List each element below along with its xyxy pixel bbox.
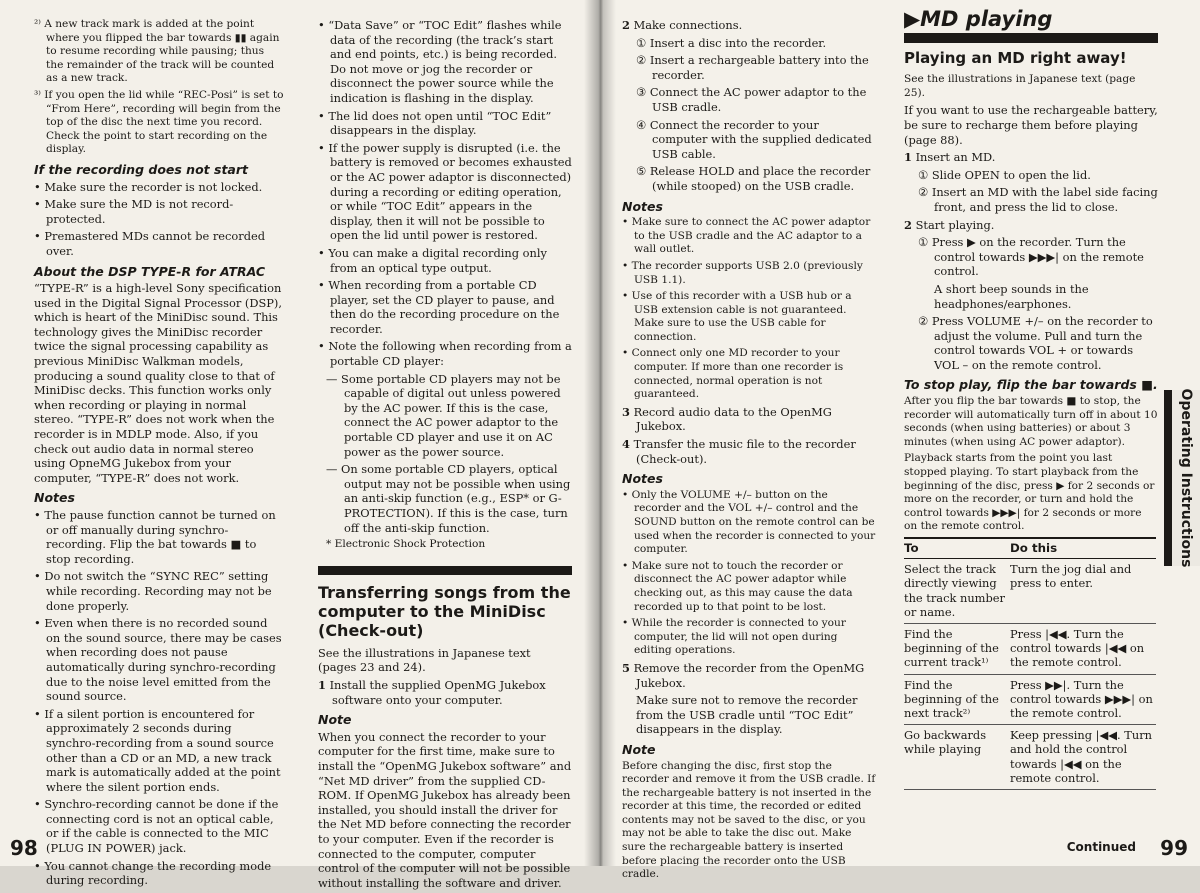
list-item: • The lid does not open until “TOC Edit” disappears in the display.	[318, 108, 552, 138]
list-item: ② Insert an MD with the label side facing front, and press the lid to close.	[918, 185, 1158, 214]
list-item: ② Insert a rechargeable battery into the recorder.	[636, 53, 869, 82]
list-item: • You can make a digital recording only from an optical type output.	[318, 245, 547, 275]
list-item: • Connect only one MD recorder to your computer. If more than one recorder is connected, normal operation is not guaranteed.	[622, 347, 844, 401]
left-col-2	[318, 18, 572, 893]
side-tab	[1164, 390, 1200, 566]
table-row: Select the track directly viewing the track number or name. Turn the jog dial and press to enter.	[904, 559, 1156, 624]
footnote-esp: * Electronic Shock Protection	[326, 538, 486, 551]
see-illustrations: See the illustrations in Japanese text (pages 23 and 24).	[318, 645, 531, 675]
table-row: Go backwards while playing Keep pressing |◀◀. Turn and hold the control towards |◀◀ on the remote control.	[904, 725, 1156, 790]
table-header: Do this	[1010, 538, 1156, 559]
list-item: ① Slide OPEN to open the lid.	[918, 167, 1091, 182]
step-5-extra: Make sure not to remove the recorder from the USB cradle until “TOC Edit” disappears in the display.	[636, 693, 858, 737]
list-item: • While the recorder is connected to your computer, the lid will not open during editing operations.	[622, 617, 846, 657]
table-header: To	[904, 538, 1010, 559]
list-item: • Do not switch the “SYNC REC” setting while recording. Recording may not be done properly.	[34, 569, 272, 613]
heading-notes-2: Notes	[622, 471, 663, 487]
list-item: ④ Connect the recorder to your computer with the supplied dedicated USB cable.	[636, 117, 872, 161]
page-number-left: 98	[10, 836, 38, 860]
right-page	[600, 0, 1200, 881]
list-item: ⑤ Release HOLD and place the recorder (while stooped) on the USB cradle.	[636, 164, 871, 193]
table-row: Find the beginning of the current track¹⁾ Press |◀◀. Turn the control towards |◀◀ on the remote control.	[904, 624, 1156, 675]
step-2: 2 Make connections.	[622, 18, 743, 32]
left-page	[0, 0, 600, 890]
md-playing-title: ▶MD playing	[904, 7, 1053, 31]
step-3: 3 Record audio data to the OpenMG Jukebox.	[622, 404, 832, 434]
step-5: 5 Remove the recorder from the OpenMG Jukebox.	[622, 660, 865, 690]
step-4: 4 Transfer the music file to the recorder (Check-out).	[622, 437, 856, 466]
list-item: ① Insert a disc into the recorder.	[636, 35, 827, 50]
heading-not-start: If the recording does not start	[34, 161, 248, 177]
list-item: • If the power supply is disrupted (i.e. the battery is removed or becomes exhausted or the AC power adaptor is disconnected) during a recording or editing operation, or while “TOC Edit” appears in the display, then it will not be possible to open the lid until power is restored.	[318, 140, 572, 243]
book-gutter	[584, 0, 616, 866]
heading-notes: Notes	[622, 198, 663, 214]
step-2: 2 Start playing.	[904, 217, 995, 232]
continued-label: Continued	[1066, 840, 1136, 854]
list-item: • “Data Save” or “TOC Edit” flashes while data of the recording (the track’s start and end points, etc.) is being recorded. Do not move or jog the recorder or disconnect the power source while the indication is flashing in the display.	[318, 18, 562, 105]
list-item: • Only the VOLUME +/– button on the recorder and the VOL +/– control and the SOUND button on the remote control can be used when the recorder is connected to your computer.	[622, 488, 876, 556]
list-item: • The pause function cannot be turned on or off manually during synchro-recording. Flip the bat towards ■ to stop recording.	[34, 508, 276, 566]
left-col-1	[34, 18, 284, 891]
list-item: • When recording from a portable CD player, set the CD player to pause, and then do the recording procedure on the recorder.	[318, 278, 560, 336]
table-row: Find the beginning of the next track²⁾ Press ▶▶|. Turn the control towards ▶▶▶| on the remote control.	[904, 674, 1156, 725]
note-text: Before changing the disc, first stop the recorder and remove it from the USB cradle. If the rechargeable battery is not inserted in the recorder at this time, the recorded or edited contents may not be saved to the disc, or you may not be able to take the disc out. Make sure the rechargeable battery is inserted before placing the recorder onto the USB cradle.	[622, 759, 876, 881]
recharge-text: If you want to use the rechargeable battery, be sure to recharge them before playing (page 88).	[904, 103, 1158, 147]
footnote-3: ³⁾ If you open the lid while “REC-Posi” is set to “From Here”, recording will begin from the top of the disc the next time you record. Check the point to start recording on the display.	[34, 88, 284, 156]
list-item: • Use of this recorder with a USB hub or a USB extension cable is not guaranteed. Make sure to use the USB cable for connection.	[622, 290, 852, 343]
right-col-2	[904, 7, 1158, 790]
list-item: • Make sure not to touch the recorder or disconnect the AC power adaptor while checking out, as this may cause the data recorded up to that point to be lost.	[622, 559, 853, 613]
heading-note: Note	[318, 712, 352, 728]
title-bar	[904, 33, 1158, 43]
heading-note: Note	[622, 741, 656, 757]
list-item: • Make sure the recorder is not locked.	[34, 179, 263, 194]
list-item: • Note the following when recording from a portable CD player:	[318, 339, 572, 369]
beep-text: A short beep sounds in the headphones/earphones.	[934, 281, 1089, 311]
list-item: • The recorder supports USB 2.0 (previously USB 1.1).	[622, 259, 863, 286]
stop-text: After you flip the bar towards ■ to stop, the recorder will automatically turn off in about 10 seconds (when using batteries) or about 3 minutes (when using AC power adaptor).	[904, 395, 1158, 448]
list-item: • Make sure to connect the AC power adaptor to the USB cradle and the AC adaptor to a wall outlet.	[622, 216, 871, 256]
list-item: • You cannot change the recording mode during recording.	[34, 858, 272, 888]
playing-subtitle: Playing an MD right away!	[904, 48, 1127, 67]
see-illustrations: See the illustrations in Japanese text (page 25).	[904, 73, 1136, 99]
right-col-1	[622, 18, 876, 885]
heading-notes: Notes	[34, 490, 75, 506]
list-item: • Premastered MDs cannot be recorded over.	[34, 229, 266, 258]
list-item: • Make sure the MD is not record-protected.	[34, 197, 234, 226]
list-item: • If a silent portion is encountered for approximately 2 seconds during synchro-recording from a sound source other than a CD or an MD, a new track mark is automatically added at the point where the silent portion ends.	[34, 706, 281, 794]
heading-stop-play: To stop play, flip the bar towards ■.	[904, 377, 1158, 393]
note-text: When you connect the recorder to your computer for the first time, make sure to install the “OpenMG Jukebox software” and “Net MD driver” from the supplied CD-ROM. If OpenMG Jukebox has already been installed, you should install the driver for the Net MD before connecting the recorder to your computer. Even if the recorder is connected to the computer, computer control of the computer will not be possible without installing the software and driver.	[318, 729, 572, 890]
list-item: • Even when there is no recorded sound on the sound source, there may be cases when recording does not pause automatically during synchro-recording due to the noise level emitted from the sound source.	[34, 616, 282, 704]
list-item: — Some portable CD players may not be capable of digital out unless powered by the AC power. If this is the case, connect the AC power adaptor to the portable CD player and use it on AC power as the power source.	[326, 371, 561, 459]
list-item: ③ Connect the AC power adaptor to the USB cradle.	[636, 85, 867, 114]
list-item: ① Press ▶ on the recorder. Turn the control towards ▶▶▶| on the remote control.	[918, 235, 1144, 279]
playback-text: Playback starts from the point you last stopped playing. To start playback from the beginning of the disc, press ▶ for 2 seconds or more on the recorder, or turn and hold the control towards ▶▶▶| for 2 seconds or more on the remote control.	[904, 452, 1155, 533]
operations-table	[904, 537, 1156, 790]
list-item: ② Press VOLUME +/– on the recorder to adjust the volume. Pull and turn the control towards VOL + or towards VOL – on the remote control.	[918, 314, 1153, 372]
dsp-text: “TYPE-R” is a high-level Sony specification used in the Digital Signal Processor (DSP), which is heart of the MiniDisc sound. This technology gives the MiniDisc recorder twice the signal processing capability as previous MiniDisc Walkman models, producing a sound quality close to that of MiniDisc decks. This function works only when recording or playing in normal stereo. “TYPE-R” does not work when the recorder is in MDLP mode. Also, if you check out audio data in normal stereo using OpneMG Jukebox from your computer, “TYPE-R” does not work.	[34, 281, 282, 485]
page-number-right: 99	[1160, 836, 1188, 860]
table-header-row	[904, 538, 1156, 559]
step-1: 1 Insert an MD.	[904, 150, 996, 165]
list-item: • Synchro-recording cannot be done if the connecting cord is not an optical cable, or if the cable is connected to the MIC (PLUG IN POWER) jack.	[34, 797, 279, 856]
side-tab-label: Operating Instructions	[1178, 388, 1194, 568]
heading-dsp: About the DSP TYPE-R for ATRAC	[34, 263, 266, 279]
list-item: — On some portable CD players, optical output may not be possible when using an anti-skip function (e.g., ESP* or G-PROTECTION). If this is the case, turn off the anti-skip function.	[326, 462, 571, 535]
section-title-checkout: Transferring songs from the computer to the MiniDisc (Check-out)	[318, 566, 572, 640]
footnote-2: ²⁾ A new track mark is added at the point where you flipped the bar towards ▮▮ again to resume recording while pausing; thus the remainder of the track will be counted as a new track.	[34, 18, 280, 85]
step-1: 1 Install the supplied OpenMG Jukebox software onto your computer.	[318, 677, 546, 707]
